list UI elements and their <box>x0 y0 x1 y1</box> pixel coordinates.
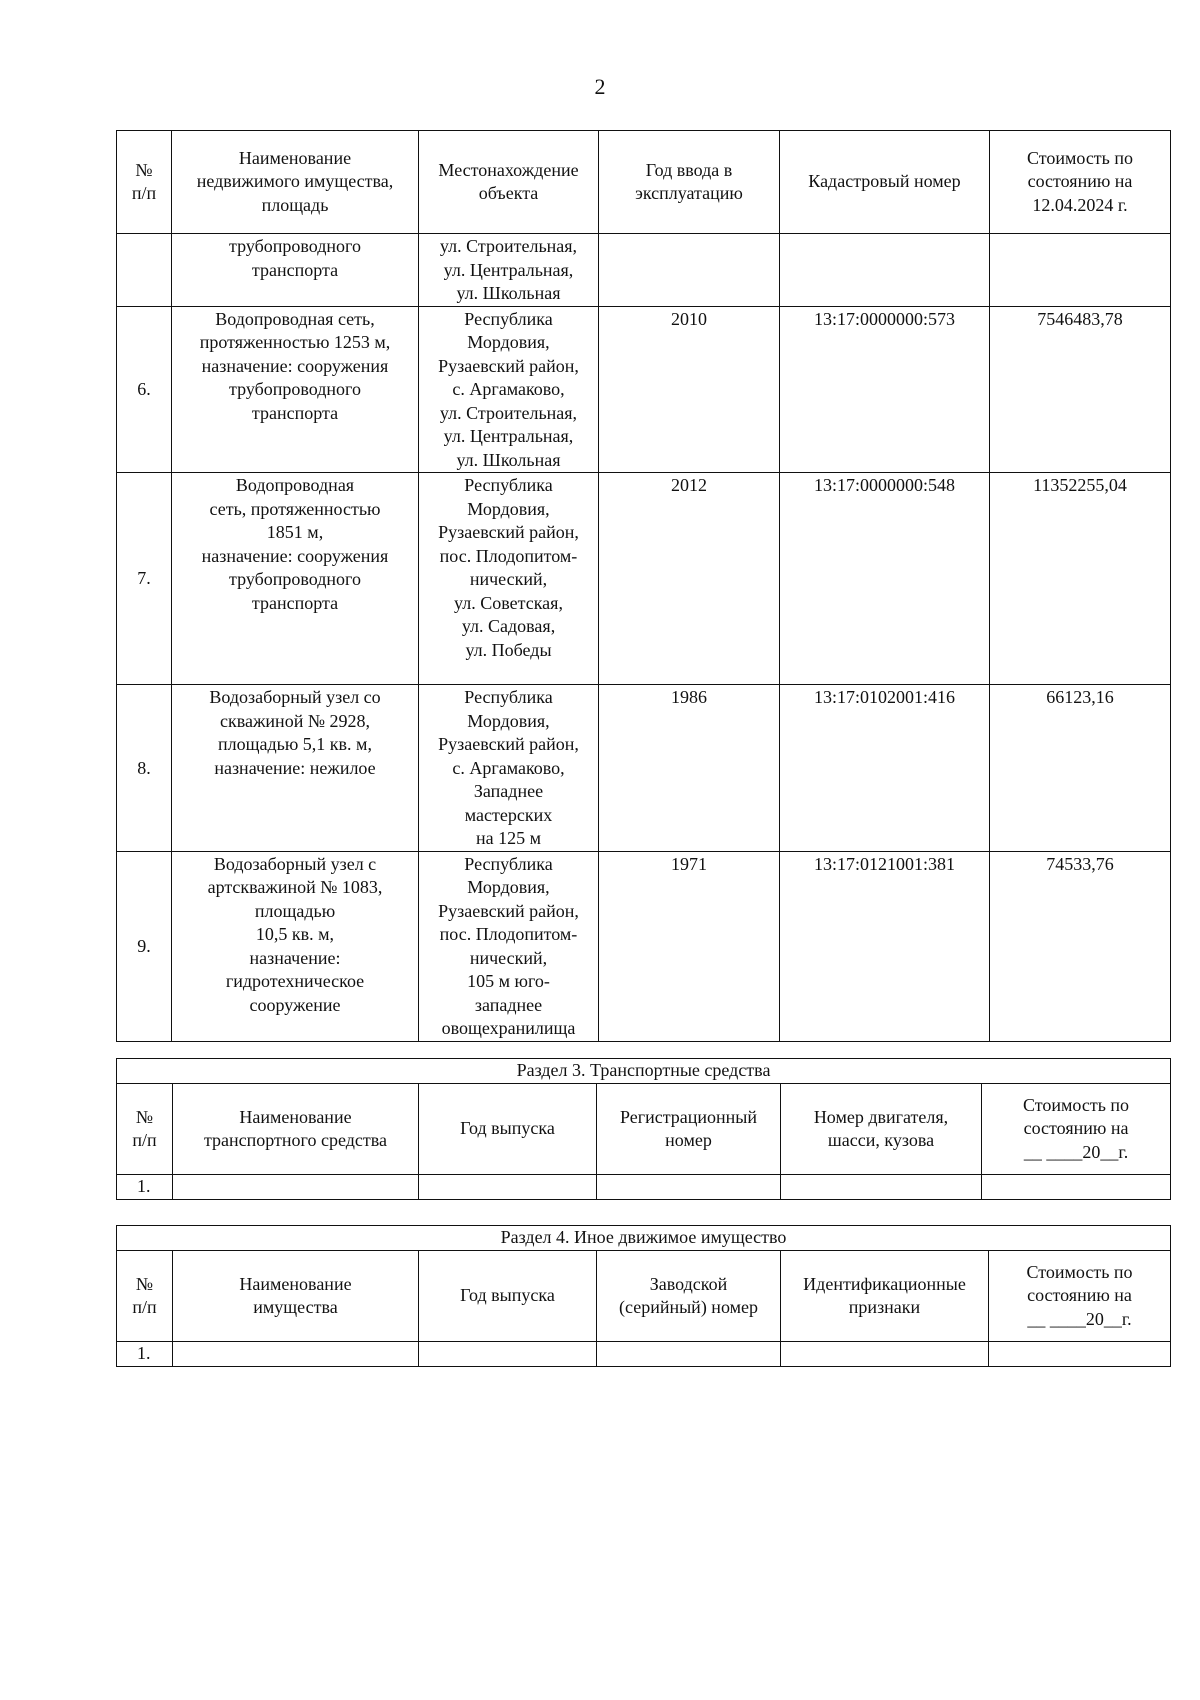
text-line: назначение: сооружения <box>201 355 389 376</box>
cell-name <box>172 473 419 685</box>
text-line: сооружение <box>249 994 341 1015</box>
cell-cost: 66123,16 <box>990 685 1171 852</box>
text-line: площадью <box>254 900 336 921</box>
text-line: ул. Советская, <box>454 592 563 613</box>
text-line: на 125 м <box>475 828 541 848</box>
text-line: Мордовия, <box>467 498 550 519</box>
text-line: западнее <box>474 994 543 1015</box>
text-line: состоянию на <box>1027 171 1133 192</box>
cell-cost: 7546483,78 <box>990 306 1171 473</box>
text-line: Год выпуска <box>460 1118 555 1139</box>
text-line: пос. Плодопитом- <box>439 545 578 566</box>
text-line: Регистрационный <box>619 1106 758 1127</box>
text-line: ул. Школьная <box>456 449 561 470</box>
cell-engine <box>781 1175 982 1200</box>
text-line: Водозаборный узел с <box>213 853 377 874</box>
cell-year <box>599 234 780 307</box>
cell-number: 7. <box>117 473 172 685</box>
text-line: признаки <box>848 1297 921 1317</box>
text-line: ул. Садовая, <box>461 616 556 636</box>
cell-year <box>419 1175 597 1200</box>
text-line: п/п <box>131 183 157 203</box>
cell-location <box>419 234 599 307</box>
text-line: (серийный) номер <box>619 1297 758 1317</box>
text-line: состоянию на <box>1027 1285 1132 1306</box>
header-year <box>599 131 780 234</box>
cell-year: 1971 <box>599 851 780 1041</box>
text-line: назначение: сооружения <box>201 545 389 566</box>
text-line: с. Аргамаково, <box>452 379 565 399</box>
cell-cadastral: 13:17:0102001:416 <box>780 685 990 852</box>
text-line: эксплуатацию <box>635 183 743 203</box>
header-cost <box>990 131 1171 234</box>
cell-cost <box>990 234 1171 307</box>
cell-year: 2010 <box>599 306 780 473</box>
text-line: Республика <box>464 853 553 874</box>
cell-location <box>419 851 599 1041</box>
text-line: Идентификационные <box>803 1273 966 1294</box>
cell-number: 9. <box>117 851 172 1041</box>
text-line: Водозаборный узел со <box>209 687 381 707</box>
header-vehicle-name <box>173 1084 419 1175</box>
cell-location <box>419 473 599 685</box>
text-line: Наименование <box>239 1273 352 1294</box>
real-estate-table <box>116 130 1171 1042</box>
cell-location <box>419 685 599 852</box>
text-line: недвижимого имущества, <box>196 171 394 192</box>
header-cost <box>989 1251 1171 1342</box>
text-line: Мордовия, <box>467 710 550 731</box>
header-cadastral <box>780 131 990 234</box>
table-row <box>117 1175 1171 1200</box>
text-line: ул. Школьная <box>456 283 561 303</box>
cell-cadastral <box>780 234 990 307</box>
text-line: № <box>135 159 153 180</box>
cell-cost <box>982 1175 1171 1200</box>
header-release-year <box>419 1251 597 1342</box>
header-property-name <box>173 1251 419 1342</box>
text-line: Стоимость по <box>1026 147 1134 168</box>
text-line: имущества <box>253 1297 338 1317</box>
cell-year: 1986 <box>599 685 780 852</box>
text-line: транспортного средства <box>203 1130 388 1150</box>
table-header-row <box>117 1251 1171 1342</box>
cell-year: 2012 <box>599 473 780 685</box>
text-line: Заводской <box>649 1273 728 1294</box>
text-line: объекта <box>478 183 539 203</box>
header-number <box>117 131 172 234</box>
cell-name <box>172 306 419 473</box>
text-line: ул. Строительная, <box>439 402 578 423</box>
other-movables-table <box>116 1225 1171 1367</box>
text-line: овощехранилища <box>441 1018 576 1038</box>
header-identification <box>781 1251 989 1342</box>
text-line: мастерских <box>464 804 553 825</box>
vehicles-table <box>116 1058 1171 1200</box>
text-line: транспорта <box>251 259 339 280</box>
text-line: артскважиной № 1083, <box>207 877 383 897</box>
cell-cost: 11352255,04 <box>990 473 1171 685</box>
table-row <box>117 473 1171 685</box>
cell-name <box>172 685 419 852</box>
text-line: __ ____20__г. <box>1023 1141 1129 1162</box>
text-line: 105 м юго- <box>467 971 550 991</box>
text-line: Рузаевский район, <box>438 522 579 542</box>
text-line: Наименование <box>239 1106 352 1127</box>
text-line: ул. Центральная, <box>443 426 574 446</box>
cell-location <box>419 306 599 473</box>
text-line: транспорта <box>251 592 339 613</box>
cell-identification <box>781 1342 989 1367</box>
header-registration-number <box>597 1084 781 1175</box>
cell-number: 8. <box>117 685 172 852</box>
table-row <box>117 306 1171 473</box>
text-line: Год ввода в <box>645 159 733 180</box>
cell-name <box>172 851 419 1041</box>
cell-serial <box>597 1342 781 1367</box>
text-line: трубопроводного <box>229 236 361 256</box>
text-line: сеть, протяженностью <box>209 498 381 519</box>
table-row <box>117 1342 1171 1367</box>
text-line: транспорта <box>251 402 339 423</box>
header-number <box>117 1251 173 1342</box>
text-line: назначение: нежилое <box>214 757 376 778</box>
cell-cost: 74533,76 <box>990 851 1171 1041</box>
cell-name <box>173 1175 419 1200</box>
header-release-year <box>419 1084 597 1175</box>
header-number <box>117 1084 173 1175</box>
text-line: Стоимость по <box>1026 1261 1133 1282</box>
text-line: с. Аргамаково, <box>452 757 565 778</box>
text-line: Водопроводная сеть, <box>215 308 375 329</box>
cell-cadastral: 13:17:0000000:573 <box>780 306 990 473</box>
text-line: ул. Центральная, <box>443 259 574 280</box>
table-row <box>117 685 1171 852</box>
text-line: площадью 5,1 кв. м, <box>218 734 372 754</box>
text-line: № <box>135 1106 154 1127</box>
text-line: Стоимость по <box>1022 1094 1130 1115</box>
cell-number: 1. <box>117 1342 173 1367</box>
text-line: пос. Плодопитом- <box>439 924 578 944</box>
text-line: трубопроводного <box>229 379 361 399</box>
text-line: состоянию на <box>1023 1118 1129 1139</box>
table-row <box>117 851 1171 1041</box>
text-line: Водопроводная <box>235 475 355 495</box>
cell-name <box>173 1342 419 1367</box>
header-name <box>172 131 419 234</box>
table-header-row <box>117 1084 1171 1175</box>
header-serial-number <box>597 1251 781 1342</box>
text-line: 1851 м, <box>266 522 324 542</box>
cell-number <box>117 234 172 307</box>
text-line: скважиной № 2928, <box>220 710 370 731</box>
text-line: нический, <box>469 569 548 589</box>
text-line: п/п <box>132 1297 157 1317</box>
table-header-row <box>117 131 1171 234</box>
table-row-continuation <box>117 234 1171 307</box>
text-line: ул. Строительная, <box>439 236 578 256</box>
text-line: протяженностью 1253 м, <box>199 332 391 352</box>
text-line: номер <box>665 1130 712 1150</box>
text-line: Год выпуска <box>460 1285 555 1306</box>
text-line: гидротехническое <box>225 971 365 991</box>
text-line: трубопроводного <box>229 569 361 589</box>
text-line: Наименование <box>238 147 352 168</box>
cell-cadastral: 13:17:0121001:381 <box>780 851 990 1041</box>
text-line: Рузаевский район, <box>438 355 579 376</box>
cell-year <box>419 1342 597 1367</box>
cell-number: 6. <box>117 306 172 473</box>
text-line: ул. Победы <box>465 639 552 660</box>
cell-number: 1. <box>117 1175 173 1200</box>
section-title: Раздел 4. Иное движимое имущество <box>117 1226 1171 1251</box>
text-line: Кадастровый номер <box>808 171 961 192</box>
text-line: Мордовия, <box>467 332 550 352</box>
cell-registration <box>597 1175 781 1200</box>
text-line: назначение: <box>249 947 341 968</box>
text-line: Рузаевский район, <box>438 734 579 754</box>
text-line: площадь <box>261 194 329 215</box>
cell-cost <box>989 1342 1171 1367</box>
text-line: Рузаевский район, <box>438 900 579 921</box>
header-cost <box>982 1084 1171 1175</box>
page-number: 2 <box>594 74 606 99</box>
cell-cadastral: 13:17:0000000:548 <box>780 473 990 685</box>
cell-name <box>172 234 419 307</box>
text-line: Местонахождение <box>438 159 579 180</box>
text-line: 12.04.2024 г. <box>1032 194 1128 215</box>
section-title: Раздел 3. Транспортные средства <box>117 1059 1171 1084</box>
text-line: нический, <box>469 947 548 968</box>
text-line: Мордовия, <box>467 877 550 897</box>
text-line: __ ____20__г. <box>1027 1308 1132 1329</box>
text-line: шасси, кузова <box>827 1130 935 1150</box>
text-line: Республика <box>464 687 553 707</box>
header-location <box>419 131 599 234</box>
text-line: 10,5 кв. м, <box>255 924 335 944</box>
text-line: Республика <box>464 475 553 495</box>
text-line: п/п <box>132 1130 157 1150</box>
text-line: № <box>135 1273 154 1294</box>
header-engine-chassis-number <box>781 1084 982 1175</box>
text-line: Номер двигателя, <box>813 1106 949 1127</box>
text-line: Западнее <box>473 781 544 801</box>
text-line: Республика <box>464 308 553 329</box>
